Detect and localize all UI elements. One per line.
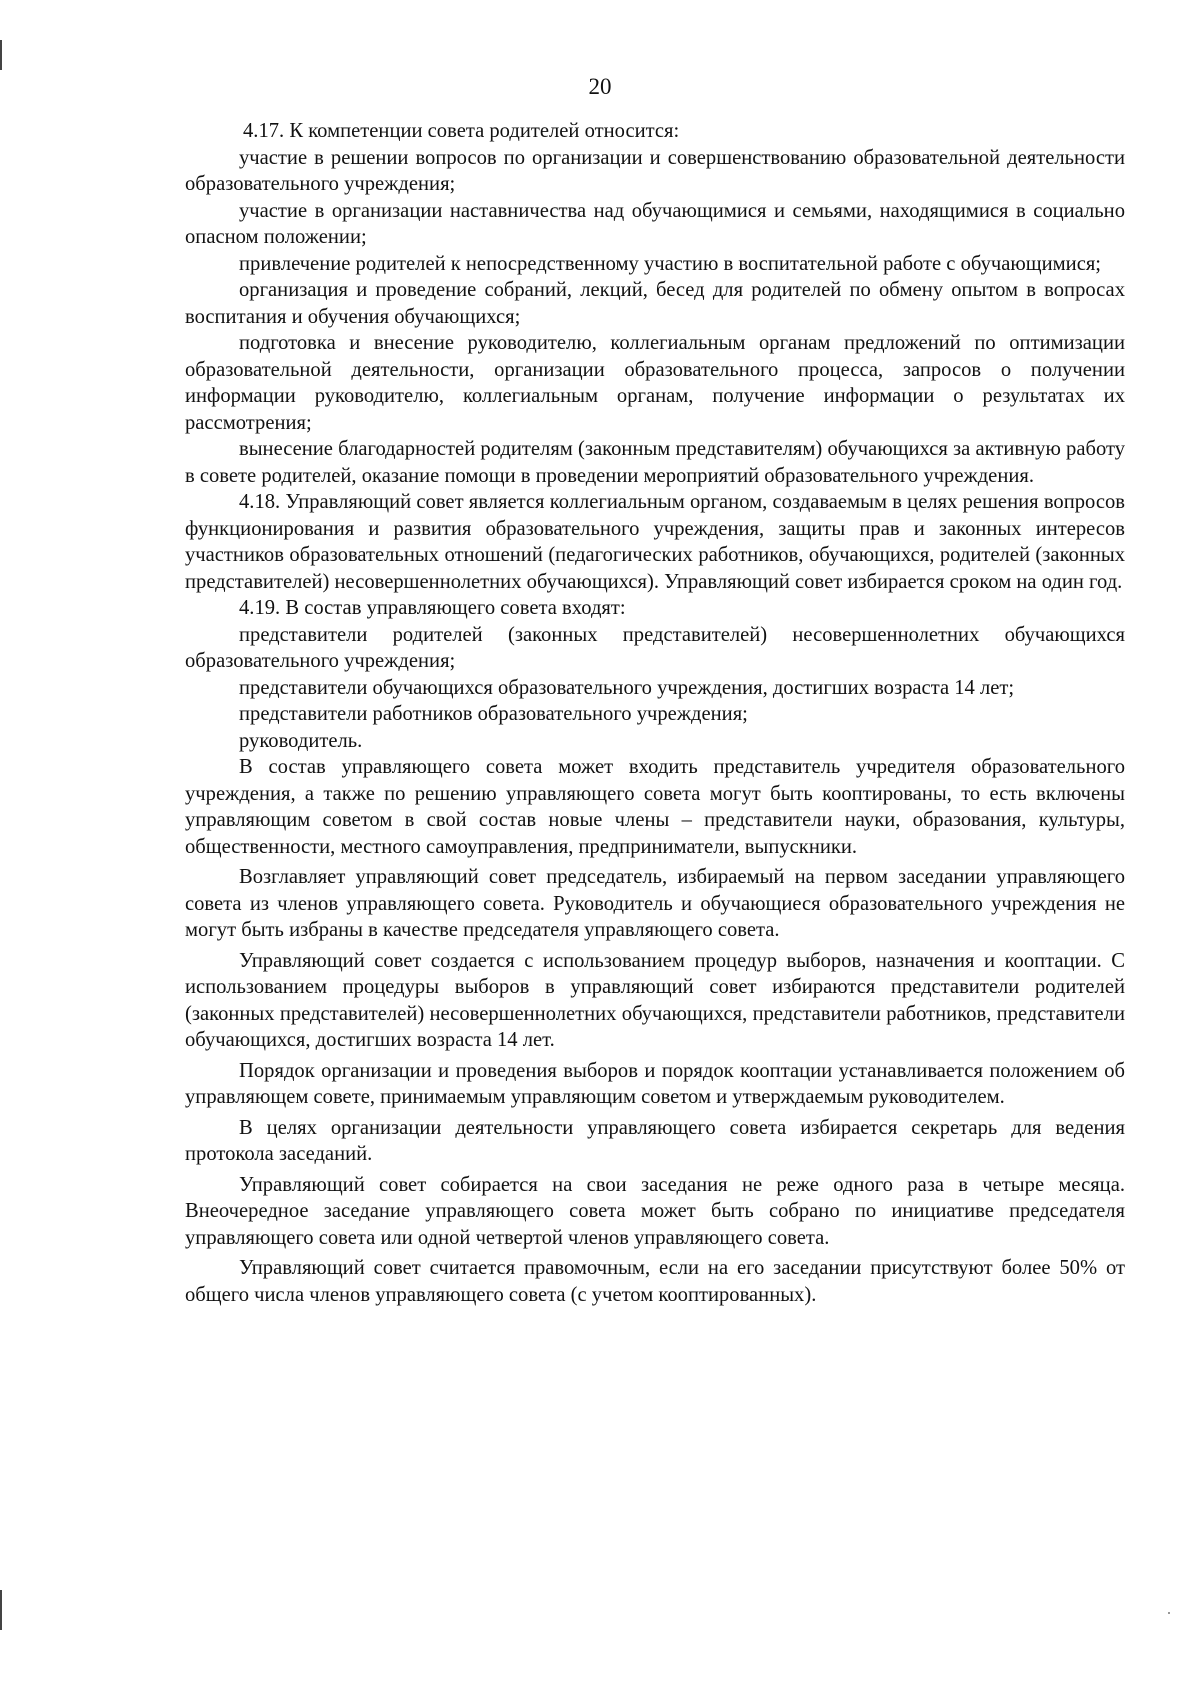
scan-edge-mark	[0, 40, 2, 70]
page-number: 20	[588, 74, 612, 99]
list-item: представители работников образовательного учреждения;	[239, 703, 748, 725]
list-item: представители обучающихся образовательного учреждения, достигших возраста 14 лет;	[239, 676, 1015, 699]
body-paragraph: Управляющий совет считается правомочным, если на его заседании присутствуют более 50% от общего числа членов управляющего совета (с учетом кооптированных).	[185, 1257, 1125, 1306]
scan-dust-speck	[1168, 1612, 1170, 1614]
body-paragraph: Управляющий совет собирается на свои заседания не реже одного раза в четыре месяца. Внеочередное заседание управляющего совета может быть собрано по инициативе председателя управляющего совета или одной четвертой членов управляющего совета.	[185, 1173, 1125, 1249]
body-paragraph: В состав управляющего совета может входить представитель учредителя образовательного учреждения, а также по решению управляющего совета могут быть кооптированы, то есть включены управляющим советом в свой состав новые члены – представители науки, образования, культуры, общественности, местного самоуправления, предприниматели, выпускники.	[185, 756, 1125, 858]
clause-heading-4-17: 4.17. К компетенции совета родителей относится:	[243, 120, 680, 142]
list-item: привлечение родителей к непосредственному участию в воспитательной работе с обучающимися;	[239, 252, 1102, 275]
document-body	[185, 118, 1125, 1308]
list-item: руководитель.	[239, 729, 363, 752]
list-item: вынесение благодарностей родителям (законным представителям) обучающихся за активную работу в совете родителей, оказание помощи в проведении мероприятий образовательного учреждения.	[185, 438, 1125, 487]
clause-heading-4-19: 4.19. В состав управляющего совета входят:	[239, 597, 626, 619]
scan-edge-mark	[0, 1590, 2, 1630]
list-item: представители родителей (законных представителей) несовершеннолетних обучающихся образовательного учреждения;	[185, 623, 1125, 672]
list-item: участие в организации наставничества над обучающимися и семьями, находящимися в социально опасном положении;	[185, 199, 1125, 248]
list-item: участие в решении вопросов по организации и совершенствованию образовательной деятельности образовательного учреждения;	[185, 146, 1125, 195]
list-item: подготовка и внесение руководителю, коллегиальным органам предложений по оптимизации образовательной деятельности, организации образовательного процесса, запросов о получении информации руководителю, коллегиальным органам, получение информации о результатах их рассмотрения;	[185, 332, 1125, 434]
body-paragraph: Управляющий совет создается с использованием процедур выборов, назначения и кооптации. С использованием процедуры выборов в управляющий совет избираются представители родителей (законных представителей) несовершеннолетних обучающихся, представители работников, представители обучающихся, достигших возраста 14 лет.	[185, 949, 1125, 1051]
body-paragraph: Возглавляет управляющий совет председатель, избираемый на первом заседании управляющего совета из членов управляющего совета. Руководитель и обучающиеся образовательного учреждения не могут быть избраны в качестве председателя управляющего совета.	[185, 866, 1125, 941]
clause-4-18: 4.18. Управляющий совет является коллегиальным органом, создаваемым в целях решения вопросов функционирования и развития образовательного учреждения, защиты прав и законных интересов участников образовательных отношений (педагогических работников, обучающихся, родителей (законных представителей) несовершеннолетних обучающихся). Управляющий совет избирается сроком на один год.	[185, 491, 1125, 593]
body-paragraph: В целях организации деятельности управляющего совета избирается секретарь для ведения протокола заседаний.	[185, 1116, 1125, 1165]
list-item: организация и проведение собраний, лекций, бесед для родителей по обмену опытом в вопросах воспитания и обучения обучающихся;	[185, 279, 1125, 328]
body-paragraph: Порядок организации и проведения выборов и порядок кооптации устанавливается положением об управляющем совете, принимаемым управляющим советом и утверждаемым руководителем.	[185, 1059, 1125, 1108]
